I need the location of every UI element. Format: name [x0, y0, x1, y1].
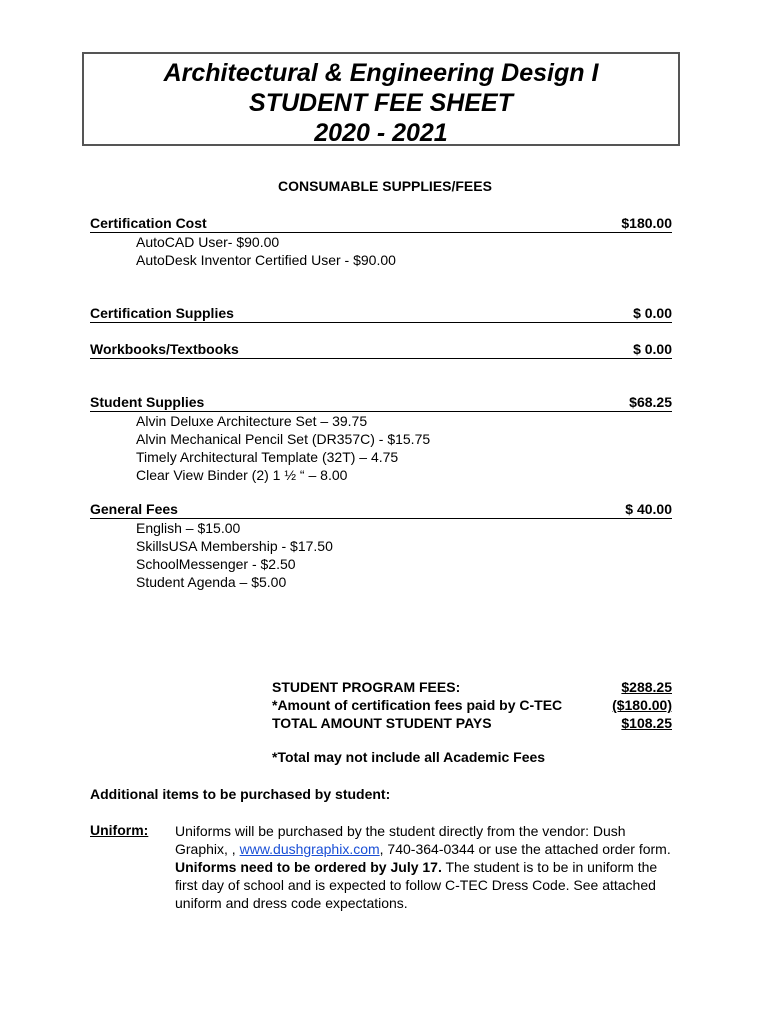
workbooks-label: Workbooks/Textbooks — [90, 341, 239, 357]
certification-supplies-label: Certification Supplies — [90, 305, 234, 321]
program-fees-value: $288.25 — [621, 679, 672, 695]
list-item: Student Agenda – $5.00 — [136, 574, 287, 590]
certification-cost-label: Certification Cost — [90, 215, 207, 231]
certification-supplies-amount: $ 0.00 — [633, 305, 672, 321]
certification-cost-section — [90, 215, 672, 269]
uniform-deadline: Uniforms need to be ordered by July 17. — [175, 859, 442, 875]
total-value: $108.25 — [621, 715, 672, 731]
uniform-text-part2: , 740-364-0344 or use the attached order form. — [379, 841, 671, 857]
workbooks-section — [90, 341, 672, 359]
total-label: TOTAL AMOUNT STUDENT PAYS — [272, 715, 492, 731]
student-supplies-amount: $68.25 — [629, 394, 672, 410]
list-item: Timely Architectural Template (32T) – 4.75 — [136, 449, 399, 465]
section-heading: CONSUMABLE SUPPLIES/FEES — [278, 178, 492, 194]
program-fees-label: STUDENT PROGRAM FEES: — [272, 679, 461, 695]
uniform-label: Uniform: — [90, 822, 149, 838]
list-item: Alvin Mechanical Pencil Set (DR357C) - $15.75 — [136, 431, 431, 447]
certification-supplies-section — [90, 305, 672, 323]
uniform-text-part3: The student is to be in uniform the first day of school and is expected to follow C-TEC Dress Code. See attached uniform and dress code expectations. — [175, 859, 658, 911]
list-item: Clear View Binder (2) 1 ½ “ – 8.00 — [136, 467, 348, 483]
school-year: 2020 - 2021 — [314, 119, 448, 147]
sheet-title: STUDENT FEE SHEET — [249, 89, 513, 117]
certification-cost-amount: $180.00 — [621, 215, 672, 231]
student-supplies-section — [90, 394, 672, 484]
list-item: English – $15.00 — [136, 520, 241, 536]
uniform-text-part1: Uniforms will be purchased by the student directly from the vendor: Dush Graphix, , — [175, 823, 626, 857]
list-item: SchoolMessenger - $2.50 — [136, 556, 296, 572]
uniform-text — [175, 822, 675, 912]
list-item: Alvin Deluxe Architecture Set – 39.75 — [136, 413, 368, 429]
list-item: SkillsUSA Membership - $17.50 — [136, 538, 333, 554]
general-fees-label: General Fees — [90, 501, 178, 517]
additional-items-heading: Additional items to be purchased by student: — [90, 786, 391, 802]
cert-paid-label: *Amount of certification fees paid by C-TEC — [272, 697, 563, 713]
totals-block — [272, 678, 672, 732]
academic-fees-note: *Total may not include all Academic Fees — [272, 749, 546, 765]
vendor-link[interactable]: www.dushgraphix.com — [239, 841, 380, 857]
cert-paid-value: ($180.00) — [612, 697, 672, 713]
general-fees-amount: $ 40.00 — [625, 501, 672, 517]
list-item: AutoCAD User- $90.00 — [136, 234, 280, 250]
title-box — [82, 52, 680, 146]
student-supplies-label: Student Supplies — [90, 394, 205, 410]
list-item: AutoDesk Inventor Certified User - $90.00 — [136, 252, 396, 268]
workbooks-amount: $ 0.00 — [633, 341, 672, 357]
course-title: Architectural & Engineering Design I — [163, 59, 599, 87]
general-fees-section — [90, 501, 672, 591]
